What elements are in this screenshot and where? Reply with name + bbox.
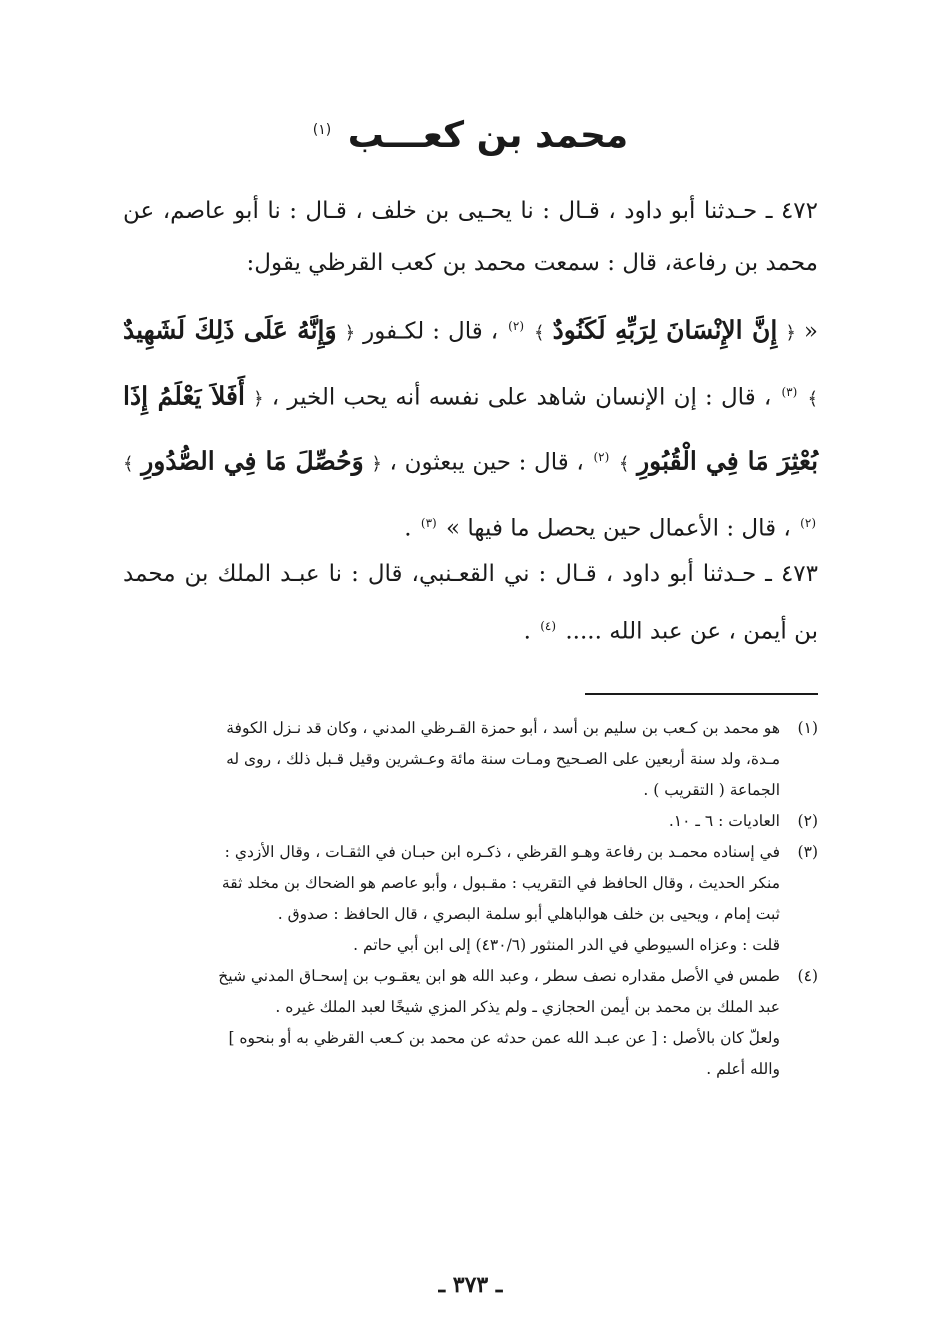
verse-4: وَحُصِّلَ مَا فِي الصُّدُورِ — [141, 446, 364, 476]
footnote-text — [113, 806, 780, 837]
verse-2: وَإِنَّهُ عَلَى ذَلِكَ لَشَهِيدٌ — [123, 315, 337, 345]
footnote-separator — [585, 693, 818, 695]
ornate-bracket-open: ﴿ — [344, 322, 356, 344]
footnote-line: هو محمد بن كـعب بن سليم بن أسد ، أبو حمزة القـرظي المدني ، وكان قد نـزل الكوفة — [226, 719, 780, 737]
open-quote: « — [803, 318, 818, 345]
title-footnote-mark: (١) — [312, 122, 332, 138]
footnote-4 — [113, 961, 818, 1085]
footnote-line: ولعلّ كان بالأصل : [ عن عبـد الله عمن حدثه عن محمد بن كـعب القرظي به أو بنحوه ] — [228, 1029, 780, 1047]
section-title — [0, 100, 941, 166]
footnote-line: ثبت إمام ، ويحيى بن خلف هوالباهلي أبو سلمة البصري ، قال الحافظ : صدوق . — [277, 905, 780, 923]
footnote-line: في إسناده محمـد بن رفاعة وهـو القرظي ، ذكـره ابن حبـان في الثقـات ، وقال الأزدي : — [224, 843, 780, 861]
commentary-1: ، قال : لكـفور — [363, 318, 499, 345]
ornate-bracket-close: ﴾ — [618, 453, 630, 475]
footnote-line: مـدة، ولد سنة أربعين على الصـحيح ومـات سنة مائة وعـشرين وقيل قـبل ذلك ، روى له — [226, 750, 780, 768]
footnote-line: منكر الحديث ، وقال الحافظ في التقريب : مقـبول ، وأبو عاصم هو الضحاك بن مخلد ثقة — [221, 874, 780, 892]
verses-end-period: . — [404, 515, 412, 542]
footnote-text — [113, 713, 780, 806]
footnote-mark: (٢) — [508, 319, 524, 333]
footnote-mark: (٢) — [800, 515, 816, 530]
ornate-bracket-close: ﴾ — [807, 388, 819, 410]
commentary-4: ، قال : الأعمال حين يحصل ما فيها » — [446, 515, 791, 542]
commentary-3: ، قال : حين يبعثون ، — [389, 449, 584, 476]
footnote-mark: (٣) — [781, 384, 798, 399]
footnote-2 — [113, 806, 818, 837]
footnote-mark: (٢) — [593, 450, 610, 465]
commentary-2: ، قال : إن الإنسان شاهد على نفسه أنه يحب الخير ، — [271, 384, 772, 411]
footnote-number: (٣) — [797, 843, 818, 861]
footnote-3 — [113, 837, 818, 961]
hadith-473-text: ٤٧٣ ـ حـدثنا أبو داود ، قـال : ني القعـنبي، قال : نا عبـد الملك بن محمد بن أيمن ، عن عبد الله ..... — [123, 561, 818, 645]
quran-verses-paragraph — [123, 297, 818, 558]
hadith-472-paragraph — [123, 185, 818, 289]
ornate-bracket-close: ﴾ — [123, 453, 134, 475]
hadith-473-end-period: . — [523, 618, 531, 645]
verse-3: أَفَلاَ يَعْلَمُ إِذَا بُعْثِرَ مَا فِي الْقُبُورِ — [123, 381, 819, 476]
footnote-line: عبد الملك بن محمد بن أيمن الحجازي ـ ولم يذكر المزي شيخًا لعبد الملك غيره . — [275, 998, 780, 1016]
hadith-473-paragraph — [123, 548, 818, 658]
hadith-472-text: ٤٧٢ ـ حـدثنا أبو داود ، قـال : نا يحـيى بن خلف ، قـال : نا أبو عاصم، عن محمد بن رفاعة، قال : سمعت محمد بن كعب القرظي يقول: — [123, 198, 818, 276]
footnote-number: (٤) — [797, 967, 818, 985]
section-title-text: محمد بن كعـــب — [347, 115, 629, 156]
page-number: ـ ٣٧٣ ـ — [438, 1272, 503, 1298]
ornate-bracket-open: ﴿ — [785, 322, 796, 344]
footnote-line: قلت : وعزاه السيوطي في الدر المنثور (٤٣٠/٦) إلى ابن أبي حاتم . — [353, 936, 780, 954]
footnote-line: الجماعة ( التقريب ) . — [643, 781, 780, 799]
ornate-bracket-open: ﴿ — [253, 388, 264, 410]
ornate-bracket-open: ﴿ — [371, 453, 382, 475]
footnote-line: والله أعلم . — [706, 1060, 780, 1078]
footnote-mark: (٣) — [420, 515, 437, 530]
verse-1: إِنَّ الإِنْسَانَ لِرَبِّهِ لَكَنُودٌ — [552, 315, 778, 345]
footnote-line: طمس في الأصل مقداره نصف سطر ، وعبد الله هو ابن يعقـوب بن إسحـاق المدني شيخ — [218, 967, 780, 985]
footnotes-section — [113, 713, 818, 1085]
footnote-1 — [113, 713, 818, 806]
footnote-number: (٢) — [797, 812, 818, 830]
ornate-bracket-close: ﴾ — [534, 322, 545, 344]
footnote-mark: (٤) — [540, 619, 557, 633]
footnote-text — [113, 837, 780, 961]
footnote-line: العاديات : ٦ ـ ١٠. — [668, 812, 780, 830]
footnote-number: (١) — [797, 719, 818, 737]
footnote-text — [113, 961, 780, 1085]
